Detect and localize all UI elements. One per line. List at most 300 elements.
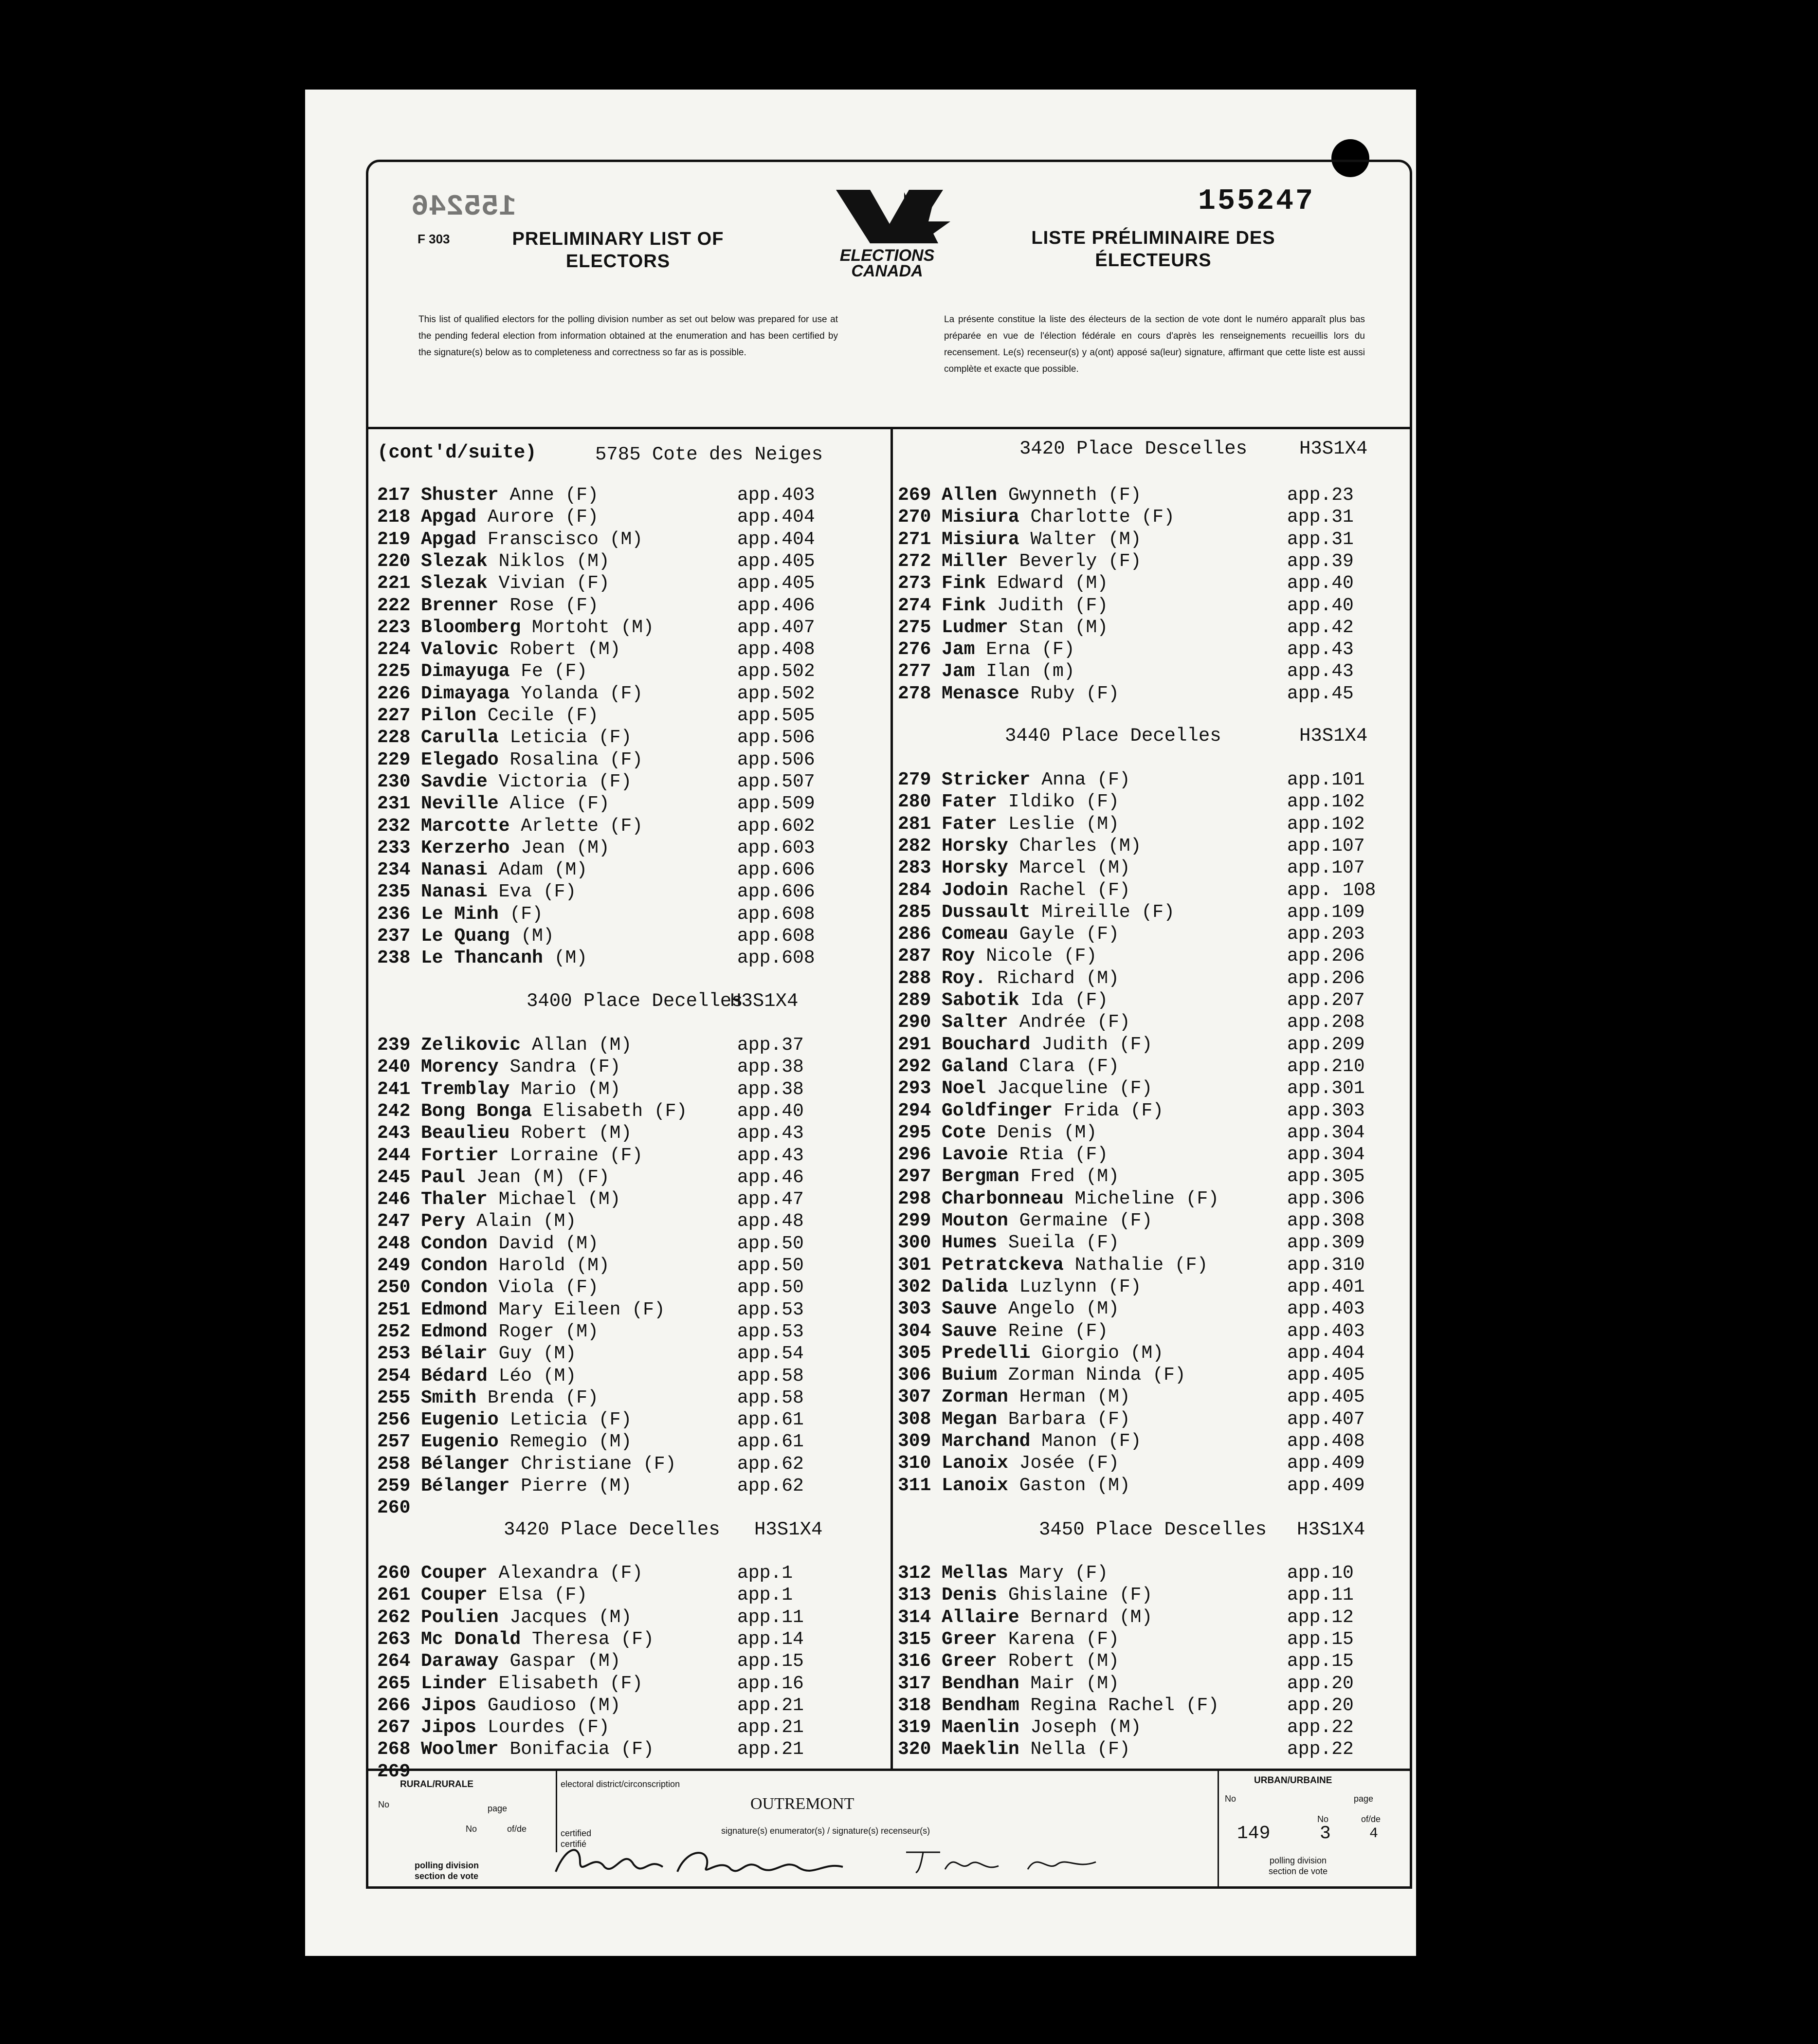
signature-1-icon bbox=[551, 1838, 891, 1881]
elector-entry bbox=[898, 683, 1354, 705]
elector-apartment: app.58 bbox=[737, 1387, 804, 1408]
elector-entry bbox=[377, 1321, 804, 1343]
elector-number: 243 bbox=[377, 1123, 411, 1144]
elector-number: 251 bbox=[377, 1299, 411, 1320]
elector-surname: Fortier bbox=[421, 1145, 499, 1166]
elector-given: Michael (M) bbox=[498, 1189, 621, 1210]
elector-number: 295 bbox=[898, 1122, 931, 1143]
elector-number: 262 bbox=[377, 1606, 411, 1628]
elector-given: (F) bbox=[509, 903, 543, 925]
elector-apartment: app.53 bbox=[737, 1299, 804, 1320]
elector-surname: Allen bbox=[942, 485, 998, 506]
elector-surname: Dalida bbox=[942, 1276, 1008, 1297]
elector-apartment: app.409 bbox=[1287, 1453, 1365, 1474]
elector-entry bbox=[377, 1475, 804, 1497]
signature-label: signature(s) enumerator(s) / signature(s) recenseur(s) bbox=[721, 1826, 930, 1836]
elector-entry bbox=[898, 857, 1365, 879]
elector-given: Andrée (F) bbox=[1019, 1012, 1130, 1033]
elector-number: 267 bbox=[377, 1717, 411, 1738]
elector-given: Zorman Ninda (F) bbox=[1008, 1365, 1186, 1386]
elector-apartment: app.50 bbox=[737, 1255, 804, 1276]
elector-number: 309 bbox=[898, 1431, 931, 1452]
elector-number: 246 bbox=[377, 1189, 411, 1210]
elector-apartment: app.203 bbox=[1287, 924, 1365, 945]
elector-given: Rose (F) bbox=[509, 595, 599, 616]
elector-number: 239 bbox=[377, 1035, 411, 1056]
elector-entry bbox=[377, 815, 815, 838]
elector-surname: Noel bbox=[942, 1078, 986, 1099]
elector-apartment: app.31 bbox=[1287, 529, 1354, 550]
elector-apartment: app.43 bbox=[737, 1123, 804, 1144]
rural-no-label: No bbox=[378, 1800, 390, 1809]
elector-given: Frida (F) bbox=[1063, 1100, 1164, 1121]
elector-apartment: app.54 bbox=[737, 1343, 804, 1365]
elector-apartment: app.408 bbox=[737, 639, 815, 660]
elector-surname: Lavoie bbox=[942, 1144, 1008, 1166]
elector-number: 229 bbox=[377, 749, 411, 770]
elector-number: 244 bbox=[377, 1145, 411, 1166]
elector-number: 277 bbox=[898, 661, 931, 682]
elector-entry bbox=[898, 901, 1365, 924]
elector-entry bbox=[898, 660, 1354, 683]
elector-surname: Paul bbox=[421, 1167, 466, 1188]
elector-given: Elisabeth (F) bbox=[498, 1673, 643, 1694]
elector-entry bbox=[377, 1431, 804, 1453]
elector-number: 266 bbox=[377, 1695, 411, 1716]
elector-entry bbox=[377, 1299, 804, 1321]
elector-apartment: app.1 bbox=[737, 1585, 793, 1606]
elector-apartment: app.102 bbox=[1287, 791, 1365, 813]
elector-given: Gaston (M) bbox=[1019, 1475, 1130, 1496]
elector-surname: Bendham bbox=[942, 1695, 1019, 1716]
section-postal-code: H3S1X4 bbox=[730, 990, 799, 1012]
elector-apartment: app.506 bbox=[737, 749, 815, 770]
elector-given: Denis (M) bbox=[997, 1122, 1097, 1143]
elector-given: Walter (M) bbox=[1030, 529, 1142, 550]
elector-given: Mireille (F) bbox=[1041, 901, 1175, 923]
elector-apartment: app.606 bbox=[737, 859, 815, 881]
elector-given: David (M) bbox=[498, 1233, 599, 1254]
elector-apartment: app.303 bbox=[1287, 1100, 1365, 1121]
elector-surname: Apgad bbox=[421, 529, 477, 550]
elector-given: Gaspar (M) bbox=[509, 1651, 621, 1672]
elector-entry bbox=[377, 595, 815, 617]
elector-surname: Lanoix bbox=[942, 1475, 1008, 1496]
elector-apartment: app.39 bbox=[1287, 550, 1354, 572]
elector-number: 217 bbox=[377, 485, 411, 506]
elector-surname: Condon bbox=[421, 1277, 488, 1298]
elector-given: Karena (F) bbox=[1008, 1628, 1119, 1650]
elector-surname: Bong Bonga bbox=[421, 1100, 532, 1122]
elector-given: Eva (F) bbox=[498, 881, 577, 903]
elector-apartment: app.506 bbox=[737, 727, 815, 748]
elector-entry bbox=[898, 1628, 1354, 1651]
elector-apartment: app.206 bbox=[1287, 946, 1365, 967]
elector-number: 296 bbox=[898, 1144, 931, 1166]
polling-division-label: polling division section de vote bbox=[415, 1861, 479, 1881]
elector-apartment: app.208 bbox=[1287, 1012, 1365, 1033]
elector-apartment: app.50 bbox=[737, 1277, 804, 1298]
elector-given: Bernard (M) bbox=[1030, 1606, 1153, 1628]
elector-number: 268 bbox=[377, 1739, 411, 1760]
urban-page-no-label: No bbox=[1317, 1814, 1329, 1824]
elector-given: Giorgio (M) bbox=[1041, 1342, 1164, 1364]
elector-surname: Carulla bbox=[421, 727, 499, 748]
elector-surname: Bédard bbox=[421, 1365, 488, 1387]
elector-apartment: app.15 bbox=[1287, 1628, 1354, 1650]
elector-entry bbox=[377, 1255, 804, 1277]
section-address: 3450 Place Descelles bbox=[1039, 1519, 1267, 1540]
elector-surname: Le Quang bbox=[421, 926, 510, 947]
elector-number: 232 bbox=[377, 815, 411, 837]
elector-number: 272 bbox=[898, 550, 931, 572]
elector-number: 242 bbox=[377, 1100, 411, 1122]
elector-surname: Bélanger bbox=[421, 1453, 510, 1475]
elector-given: (M) bbox=[554, 948, 588, 969]
elector-given: Leslie (M) bbox=[1008, 813, 1119, 835]
elector-number: 227 bbox=[377, 705, 411, 726]
section-postal-code: H3S1X4 bbox=[754, 1519, 823, 1540]
elector-given: Ildiko (F) bbox=[1008, 791, 1119, 813]
elector-given: Rachel (F) bbox=[1019, 879, 1130, 901]
elector-surname: Tremblay bbox=[421, 1078, 510, 1100]
elector-apartment: app.21 bbox=[737, 1717, 804, 1738]
elector-number: 311 bbox=[898, 1475, 931, 1496]
elector-entry bbox=[377, 705, 815, 727]
elector-surname: Horsky bbox=[942, 858, 1008, 879]
elector-apartment: app.10 bbox=[1287, 1563, 1354, 1584]
elector-number: 250 bbox=[377, 1277, 411, 1298]
elector-apartment: app.40 bbox=[737, 1100, 804, 1122]
elector-number: 233 bbox=[377, 837, 411, 858]
elector-entry bbox=[898, 1232, 1365, 1254]
elector-given: Cecile (F) bbox=[487, 705, 599, 726]
rural-no-label-2: No bbox=[466, 1824, 477, 1834]
elector-entry bbox=[377, 529, 815, 551]
elector-entry bbox=[377, 1387, 804, 1409]
elector-apartment: app.12 bbox=[1287, 1606, 1354, 1628]
elector-number: 310 bbox=[898, 1453, 931, 1474]
elector-apartment: app.40 bbox=[1287, 573, 1354, 594]
elector-entry bbox=[898, 1166, 1365, 1188]
rural-label: RURAL/RURALE bbox=[400, 1779, 473, 1789]
elector-entry bbox=[898, 639, 1354, 661]
elector-surname: Nanasi bbox=[421, 881, 488, 903]
elector-apartment: app.37 bbox=[737, 1035, 804, 1056]
elector-given: Brenda (F) bbox=[487, 1387, 599, 1408]
elector-entry bbox=[898, 967, 1365, 990]
elector-number: 269 bbox=[898, 485, 931, 506]
rural-of-label: of/de bbox=[507, 1824, 527, 1834]
elector-apartment: app.22 bbox=[1287, 1717, 1354, 1738]
elector-surname: Buium bbox=[942, 1365, 998, 1386]
elector-apartment: app.101 bbox=[1287, 769, 1365, 790]
elector-surname: Pery bbox=[421, 1211, 466, 1232]
elector-surname: Shuster bbox=[421, 485, 499, 506]
elector-number: 264 bbox=[377, 1651, 411, 1672]
elector-given: Yolanda (F) bbox=[521, 683, 643, 704]
elector-given: Joseph (M) bbox=[1030, 1717, 1142, 1738]
elector-number: 249 bbox=[377, 1255, 411, 1276]
elector-apartment: app.21 bbox=[737, 1739, 804, 1760]
elector-entry bbox=[377, 1695, 804, 1717]
elector-entry bbox=[898, 572, 1354, 595]
elector-surname: Couper bbox=[421, 1563, 488, 1584]
elector-number: 265 bbox=[377, 1673, 411, 1694]
elector-number: 281 bbox=[898, 813, 931, 835]
elector-entry bbox=[898, 1584, 1354, 1606]
elector-number: 301 bbox=[898, 1254, 931, 1276]
elector-entry bbox=[898, 1077, 1365, 1100]
elector-apartment: app.45 bbox=[1287, 683, 1354, 704]
elector-surname: Slezak bbox=[421, 573, 488, 594]
elector-given: Micheline (F) bbox=[1074, 1188, 1219, 1209]
elector-given: Robert (M) bbox=[509, 639, 621, 660]
elector-given: Jacques (M) bbox=[509, 1606, 632, 1628]
elector-given: Mario (M) bbox=[521, 1078, 621, 1100]
elector-surname: Roy. bbox=[942, 967, 986, 989]
elector-number: 222 bbox=[377, 595, 411, 616]
elector-entry bbox=[898, 1606, 1354, 1629]
elector-given: Fe (F) bbox=[521, 661, 588, 682]
elector-apartment: app.43 bbox=[1287, 639, 1354, 660]
elector-apartment: app.406 bbox=[737, 595, 815, 616]
elector-apartment: app.206 bbox=[1287, 967, 1365, 989]
elector-given: Anne (F) bbox=[509, 485, 599, 506]
elector-number: 275 bbox=[898, 617, 931, 638]
elector-surname: Mellas bbox=[942, 1563, 1008, 1584]
elector-entry bbox=[898, 1475, 1365, 1497]
elector-number: 303 bbox=[898, 1298, 931, 1320]
elector-number: 220 bbox=[377, 550, 411, 572]
elector-apartment: app.31 bbox=[1287, 507, 1354, 528]
elector-given: Bonifacia (F) bbox=[509, 1739, 654, 1760]
elector-given: Roger (M) bbox=[498, 1321, 599, 1342]
elector-given: Fred (M) bbox=[1030, 1166, 1119, 1187]
elector-entry bbox=[898, 1034, 1365, 1056]
elector-apartment: app.404 bbox=[1287, 1342, 1365, 1364]
column-divider bbox=[891, 427, 893, 1770]
elector-given: Mortoht (M) bbox=[532, 617, 654, 638]
elector-apartment: app.11 bbox=[1287, 1585, 1354, 1606]
elector-apartment: app.38 bbox=[737, 1057, 804, 1078]
elector-number: 320 bbox=[898, 1739, 931, 1760]
elector-apartment: app.310 bbox=[1287, 1254, 1365, 1276]
elector-entry bbox=[377, 660, 815, 683]
elector-apartment: app.405 bbox=[1287, 1365, 1365, 1386]
elector-entry bbox=[898, 1056, 1365, 1078]
elector-number: 261 bbox=[377, 1585, 411, 1606]
elector-number: 292 bbox=[898, 1056, 931, 1077]
elector-apartment: app.505 bbox=[737, 705, 815, 726]
elector-entry bbox=[377, 1034, 804, 1057]
elector-entry bbox=[377, 639, 815, 661]
elector-apartment: app.107 bbox=[1287, 835, 1365, 857]
elector-given: Marcel (M) bbox=[1019, 858, 1130, 879]
elector-number: 225 bbox=[377, 661, 411, 682]
elector-given: Vivian (F) bbox=[498, 573, 610, 594]
elector-number: 260 bbox=[377, 1497, 411, 1519]
elector-entry bbox=[377, 1673, 804, 1695]
elector-given: Luzlynn (F) bbox=[1019, 1276, 1142, 1297]
elector-apartment: app.43 bbox=[737, 1145, 804, 1166]
elector-entry bbox=[377, 1562, 793, 1585]
elector-given: Ghislaine (F) bbox=[1008, 1585, 1153, 1606]
elector-number: 308 bbox=[898, 1408, 931, 1430]
signature-1 bbox=[551, 1838, 891, 1881]
elector-number: 316 bbox=[898, 1651, 931, 1672]
elector-surname: Maeklin bbox=[942, 1739, 1019, 1760]
elector-apartment: app.403 bbox=[1287, 1320, 1365, 1342]
elector-entry bbox=[377, 1100, 804, 1123]
elector-number: 263 bbox=[377, 1628, 411, 1650]
elector-apartment: app.47 bbox=[737, 1189, 804, 1210]
elector-entry bbox=[377, 506, 815, 529]
footer-divider-v2 bbox=[1218, 1770, 1219, 1889]
elector-apartment: app.21 bbox=[737, 1695, 804, 1716]
elector-surname: Jipos bbox=[421, 1695, 477, 1716]
elector-number: 218 bbox=[377, 507, 411, 528]
logo-text-canada: CANADA bbox=[851, 262, 923, 280]
elector-entry bbox=[377, 484, 815, 507]
elector-apartment: app.62 bbox=[737, 1476, 804, 1496]
elector-entry bbox=[377, 1738, 804, 1761]
elector-number: 286 bbox=[898, 924, 931, 945]
elector-number: 304 bbox=[898, 1320, 931, 1342]
elector-given: Theresa (F) bbox=[532, 1628, 654, 1650]
section-postal-code: H3S1X4 bbox=[1299, 725, 1368, 747]
elector-given: Robert (M) bbox=[521, 1123, 632, 1144]
elector-number: 280 bbox=[898, 791, 931, 813]
elector-number: 315 bbox=[898, 1628, 931, 1650]
elector-given: Reine (F) bbox=[1008, 1320, 1109, 1342]
elector-apartment: app.405 bbox=[737, 573, 815, 594]
elector-surname: Jam bbox=[942, 639, 975, 660]
elector-apartment: app.209 bbox=[1287, 1034, 1365, 1055]
intro-french: La présente constitue la liste des électeurs de la section de vote dont le numéro apparaît plus bas préparée en vue de l'élection fédérale en cours d'après les renseignements recueillis lors du recensement. Le(s) recenseur(s) y a(ont) apposé sa(leur) signature, affirmant que cette liste est aussi complète et exacte que possible. bbox=[944, 314, 1365, 374]
elector-entry bbox=[898, 1100, 1365, 1122]
elector-number: 285 bbox=[898, 901, 931, 923]
elector-surname: Linder bbox=[421, 1673, 488, 1694]
elector-apartment: app.1 bbox=[737, 1563, 793, 1584]
elector-given: Leticia (F) bbox=[509, 1409, 632, 1431]
elector-number: 313 bbox=[898, 1585, 931, 1606]
elector-entry bbox=[898, 550, 1354, 573]
elector-entry bbox=[898, 1650, 1354, 1673]
elector-given: Mair (M) bbox=[1030, 1673, 1119, 1694]
elector-number: 219 bbox=[377, 529, 411, 550]
elector-given: Guy (M) bbox=[498, 1343, 577, 1365]
elector-number: 284 bbox=[898, 879, 931, 901]
elector-given: Jean (M) bbox=[521, 837, 610, 858]
elector-surname: Apgad bbox=[421, 507, 477, 528]
elector-surname: Marcotte bbox=[421, 815, 510, 837]
elector-apartment: app.43 bbox=[1287, 661, 1354, 682]
elector-surname: Menasce bbox=[942, 683, 1019, 704]
elector-number: 297 bbox=[898, 1166, 931, 1187]
elector-entry bbox=[377, 1210, 804, 1233]
elector-apartment: app.61 bbox=[737, 1431, 804, 1453]
elector-apartment: app.502 bbox=[737, 661, 815, 682]
elector-given: Judith (F) bbox=[997, 595, 1109, 616]
section-postal-code: H3S1X4 bbox=[1297, 1519, 1365, 1540]
elector-given: Victoria (F) bbox=[498, 771, 632, 792]
elector-given: Stan (M) bbox=[1019, 617, 1109, 638]
elector-entry bbox=[898, 529, 1354, 551]
elector-number: 291 bbox=[898, 1034, 931, 1055]
elector-given: Anna (F) bbox=[1041, 769, 1130, 790]
elector-entry bbox=[377, 1365, 804, 1387]
elector-number: 235 bbox=[377, 881, 411, 903]
elector-entry bbox=[898, 945, 1365, 967]
elector-entry bbox=[898, 1430, 1365, 1453]
elector-entry bbox=[898, 813, 1365, 836]
elector-number: 258 bbox=[377, 1453, 411, 1475]
elector-given: Niklos (M) bbox=[498, 550, 610, 572]
title-french: LISTE PRÉLIMINAIRE DES ÉLECTEURS bbox=[1031, 228, 1275, 271]
elector-entry bbox=[377, 1167, 804, 1189]
elector-apartment: app.608 bbox=[737, 926, 815, 947]
elector-number: 288 bbox=[898, 967, 931, 989]
elector-number: 234 bbox=[377, 859, 411, 881]
elector-apartment: app.305 bbox=[1287, 1166, 1365, 1187]
elector-apartment: app.407 bbox=[737, 617, 815, 638]
elector-apartment: app.102 bbox=[1287, 813, 1365, 835]
elector-number: 298 bbox=[898, 1188, 931, 1209]
district-label: electoral district/circonscription bbox=[561, 1779, 680, 1789]
elector-number: 299 bbox=[898, 1210, 931, 1231]
serial-number: 155247 bbox=[1198, 185, 1315, 218]
elector-surname: Goldfinger bbox=[942, 1100, 1053, 1121]
elector-given: Charlotte (F) bbox=[1030, 507, 1175, 528]
elector-surname: Slezak bbox=[421, 550, 488, 572]
elector-entry bbox=[898, 879, 1376, 902]
section-address: 3440 Place Decelles bbox=[1005, 725, 1221, 747]
elector-given: Arlette (F) bbox=[521, 815, 643, 837]
elector-number: 252 bbox=[377, 1321, 411, 1342]
elector-entry bbox=[898, 1452, 1365, 1475]
section-address: 5785 Cote des Neiges bbox=[595, 444, 823, 465]
elector-apartment: app.107 bbox=[1287, 858, 1365, 879]
elector-apartment: app.48 bbox=[737, 1211, 804, 1232]
elector-given: Charles (M) bbox=[1019, 835, 1142, 857]
section-postal-code: H3S1X4 bbox=[1299, 438, 1368, 459]
elector-given: Mary Eileen (F) bbox=[498, 1299, 665, 1320]
elector-number: 270 bbox=[898, 507, 931, 528]
elector-entry bbox=[898, 1738, 1354, 1761]
elector-number: 289 bbox=[898, 990, 931, 1011]
elector-entry bbox=[377, 1078, 804, 1101]
elector-number: 245 bbox=[377, 1167, 411, 1188]
elector-apartment: app.46 bbox=[737, 1167, 804, 1188]
elector-apartment: app.308 bbox=[1287, 1210, 1365, 1231]
elector-surname: Daraway bbox=[421, 1651, 499, 1672]
elector-entry bbox=[377, 793, 815, 815]
elector-surname: Bendhan bbox=[942, 1673, 1019, 1694]
elector-entry bbox=[898, 1254, 1365, 1277]
elector-surname: Savdie bbox=[421, 771, 488, 792]
elector-entry bbox=[377, 1145, 804, 1167]
elector-number: 271 bbox=[898, 529, 931, 550]
section-address: 3420 Place Decelles bbox=[504, 1519, 720, 1540]
elector-apartment: app.50 bbox=[737, 1233, 804, 1254]
elector-given: Alice (F) bbox=[509, 793, 610, 815]
elector-number: 253 bbox=[377, 1343, 411, 1365]
elector-surname: Lanoix bbox=[942, 1453, 1008, 1474]
elector-number: 273 bbox=[898, 573, 931, 594]
elector-number: 307 bbox=[898, 1387, 931, 1408]
elector-apartment: app.301 bbox=[1287, 1078, 1365, 1099]
